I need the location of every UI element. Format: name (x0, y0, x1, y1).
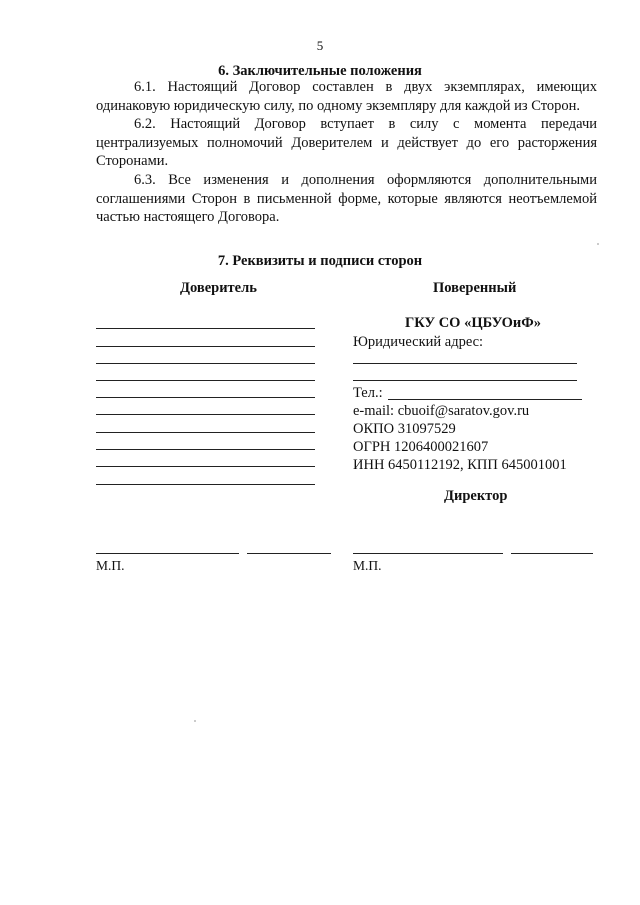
email-text: e-mail: cbuoif@saratov.gov.ru (353, 403, 530, 419)
section-6-title: 6. Заключительные положения (218, 63, 422, 79)
requisite-line (96, 414, 315, 415)
legal-address-label: Юридический адрес: (353, 334, 484, 350)
requisite-line (96, 380, 315, 381)
director-title: Директор (444, 488, 508, 504)
requisite-line (96, 449, 315, 450)
requisite-line (96, 484, 315, 485)
section-7-title: 7. Реквизиты и подписи сторон (217, 253, 423, 269)
address-line (353, 380, 577, 381)
principal-heading: Доверитель (180, 280, 257, 296)
clause-6-1: 6.1. Настоящий Договор составлен в двух экземплярах, имеющих одинаковую юридическую силу, по одному экземпляру для каждой из Сторон. (96, 79, 597, 114)
requisite-line (96, 363, 315, 364)
principal-stamp-mark: М.П. (96, 558, 125, 573)
page-number: 5 (316, 38, 324, 53)
director-signature-line (353, 553, 503, 554)
attorney-heading: Поверенный (433, 280, 517, 296)
requisite-line (96, 328, 315, 329)
phone-line (388, 399, 582, 400)
okpo-text: ОКПО 31097529 (353, 421, 456, 437)
phone-label: Тел.: (353, 385, 383, 401)
attorney-org-name: ГКУ СО «ЦБУОиФ» (405, 315, 541, 331)
requisite-line (96, 397, 315, 398)
scan-speck (194, 720, 196, 722)
requisite-line (96, 346, 315, 347)
scan-speck (597, 243, 599, 245)
address-line (353, 363, 577, 364)
clause-6-2: 6.2. Настоящий Договор вступает в силу с момента передачи централизуемых полномочий Доверителем и действует до его расторжения Сторонами. (96, 116, 597, 170)
ogrn-text: ОГРН 1206400021607 (353, 439, 489, 455)
section-6-body (96, 78, 597, 227)
director-name-line (511, 553, 593, 554)
attorney-stamp-mark: М.П. (353, 558, 382, 573)
requisite-line (96, 432, 315, 433)
clause-6-3: 6.3. Все изменения и дополнения оформляются дополнительными соглашениями Сторон в письменной форме, которые являются неотъемлемой частью настоящего Договора. (96, 171, 597, 226)
inn-kpp-text: ИНН 6450112192, КПП 645001001 (353, 457, 567, 473)
requisite-line (96, 466, 315, 467)
principal-signature-line (96, 553, 239, 554)
principal-name-line (247, 553, 331, 554)
